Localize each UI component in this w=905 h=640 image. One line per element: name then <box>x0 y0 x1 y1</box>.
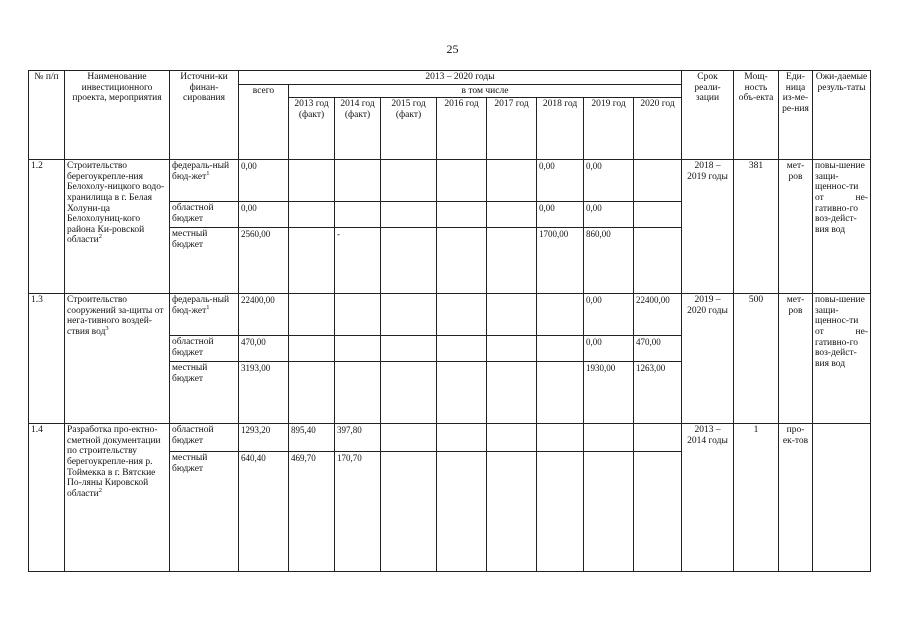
header-total: всего <box>239 84 289 160</box>
amount-2014 <box>335 160 381 202</box>
amount-2015 <box>381 336 437 362</box>
header-year-2018: 2018 год <box>537 98 584 160</box>
amount-2015 <box>381 160 437 202</box>
funding-source: федераль-ный бюд-жет$^1$ <box>170 160 239 202</box>
amount-2016 <box>437 362 487 424</box>
header-period: 2013 – 2020 годы <box>239 71 682 85</box>
amount-2019 <box>584 452 634 572</box>
funding-source: областной бюджет <box>170 424 239 452</box>
amount-2019 <box>584 424 634 452</box>
amount-2016 <box>437 336 487 362</box>
project-result: повы-шение защи-щеннос-ти от не-гативно-го воз-дейст-вия вод <box>813 294 871 424</box>
amount-total: 2560,00 <box>239 228 289 294</box>
amount-2017 <box>487 336 537 362</box>
amount-2015 <box>381 362 437 424</box>
project-name: Строительство берегоукрепле-ния Белохолу-ницкого водо-хранилища в г. Белая Холуни-ца Белохолуниц-кого района Ки-ровской области$^2$ <box>65 160 170 294</box>
amount-total: 22400,00 <box>239 294 289 336</box>
project-number: 1.4 <box>29 424 65 572</box>
header-results: Ожи-даемые резуль-таты <box>813 71 871 160</box>
header-including: в том числе <box>289 84 682 98</box>
amount-total: 1293,20 <box>239 424 289 452</box>
amount-2016 <box>437 160 487 202</box>
header-name: Наименование инвестиционного проекта, мероприятия <box>65 71 170 160</box>
header-year-2017: 2017 год <box>487 98 537 160</box>
amount-2016 <box>437 294 487 336</box>
amount-2014 <box>335 202 381 228</box>
amount-2013 <box>289 228 335 294</box>
amount-2018: 0,00 <box>537 202 584 228</box>
amount-2014 <box>335 294 381 336</box>
investment-projects-table <box>28 70 871 572</box>
amount-2015 <box>381 228 437 294</box>
amount-2017 <box>487 452 537 572</box>
project-capacity: 1 <box>734 424 779 572</box>
project-term: 2018 – 2019 годы <box>682 160 734 294</box>
project-1-4 <box>29 424 871 572</box>
project-term: 2013 – 2014 годы <box>682 424 734 572</box>
header-year-2014: 2014 год (факт) <box>335 98 381 160</box>
funding-source: местный бюджет <box>170 228 239 294</box>
amount-2013 <box>289 362 335 424</box>
amount-2016 <box>437 202 487 228</box>
amount-2019: 0,00 <box>584 294 634 336</box>
amount-2019: 0,00 <box>584 202 634 228</box>
amount-2014 <box>335 362 381 424</box>
funding-source: местный бюджет <box>170 452 239 572</box>
amount-2019: 1930,00 <box>584 362 634 424</box>
amount-2020 <box>634 452 682 572</box>
amount-2019: 860,00 <box>584 228 634 294</box>
amount-2018 <box>537 362 584 424</box>
amount-2013: 895,40 <box>289 424 335 452</box>
amount-2016 <box>437 228 487 294</box>
amount-2018 <box>537 336 584 362</box>
amount-2014: 170,70 <box>335 452 381 572</box>
page-number: 25 <box>446 42 459 56</box>
amount-2018 <box>537 424 584 452</box>
amount-total: 3193,00 <box>239 362 289 424</box>
amount-2013 <box>289 336 335 362</box>
amount-2014: 397,80 <box>335 424 381 452</box>
project-number: 1.3 <box>29 294 65 424</box>
project-capacity: 381 <box>734 160 779 294</box>
funding-source: областной бюджет <box>170 202 239 228</box>
amount-total: 470,00 <box>239 336 289 362</box>
header-no: № п/п <box>29 71 65 160</box>
header-year-2020: 2020 год <box>634 98 682 160</box>
amount-2016 <box>437 424 487 452</box>
amount-2018 <box>537 452 584 572</box>
project-1-3 <box>29 294 871 424</box>
header-unit: Еди-ница из-ме-ре-ния <box>779 71 813 160</box>
header-source: Источни-ки финан-сирования <box>170 71 239 160</box>
project-capacity: 500 <box>734 294 779 424</box>
amount-total: 640,40 <box>239 452 289 572</box>
project-unit: мет-ров <box>779 160 813 294</box>
amount-2020 <box>634 228 682 294</box>
project-term: 2019 – 2020 годы <box>682 294 734 424</box>
project-name: Разработка про-ектно-сметной документации по строительству берегоукрепле-ния р. Тоймекка в г. Вятские По-ляны Кировской области$^2$ <box>65 424 170 572</box>
project-unit: про-ек-тов <box>779 424 813 572</box>
amount-2019: 0,00 <box>584 336 634 362</box>
header-year-2019: 2019 год <box>584 98 634 160</box>
project-number: 1.2 <box>29 160 65 294</box>
amount-2020: 1263,00 <box>634 362 682 424</box>
amount-total: 0,00 <box>239 160 289 202</box>
amount-2020 <box>634 160 682 202</box>
header-term: Срок реали-зации <box>682 71 734 160</box>
amount-2015 <box>381 294 437 336</box>
amount-2017 <box>487 362 537 424</box>
amount-total: 0,00 <box>239 202 289 228</box>
project-unit: мет-ров <box>779 294 813 424</box>
amount-2018: 1700,00 <box>537 228 584 294</box>
amount-2015 <box>381 424 437 452</box>
table-header <box>29 71 871 160</box>
amount-2020 <box>634 202 682 228</box>
amount-2013: 469,70 <box>289 452 335 572</box>
amount-2015 <box>381 452 437 572</box>
amount-2013 <box>289 202 335 228</box>
amount-2017 <box>487 228 537 294</box>
amount-2014: - <box>335 228 381 294</box>
header-year-2015: 2015 год (факт) <box>381 98 437 160</box>
amount-2013 <box>289 160 335 202</box>
project-result <box>813 424 871 572</box>
project-name: Строительство сооружений за-щиты от нега-тивного воздей-ствия вод$^3$ <box>65 294 170 424</box>
amount-2020: 22400,00 <box>634 294 682 336</box>
project-result: повы-шение защи-щеннос-ти от не-гативно-го воз-дейст-вия вод <box>813 160 871 294</box>
amount-2014 <box>335 336 381 362</box>
amount-2017 <box>487 294 537 336</box>
amount-2017 <box>487 160 537 202</box>
amount-2016 <box>437 452 487 572</box>
project-1-2 <box>29 160 871 294</box>
header-capacity: Мощ-ность объ-екта <box>734 71 779 160</box>
funding-source: областной бюджет <box>170 336 239 362</box>
amount-2019: 0,00 <box>584 160 634 202</box>
amount-2017 <box>487 202 537 228</box>
funding-source: местный бюджет <box>170 362 239 424</box>
amount-2015 <box>381 202 437 228</box>
amount-2020 <box>634 424 682 452</box>
funding-source: федераль-ный бюд-жет$^1$ <box>170 294 239 336</box>
amount-2018: 0,00 <box>537 160 584 202</box>
header-year-2016: 2016 год <box>437 98 487 160</box>
amount-2017 <box>487 424 537 452</box>
amount-2018 <box>537 294 584 336</box>
header-year-2013: 2013 год (факт) <box>289 98 335 160</box>
amount-2013 <box>289 294 335 336</box>
amount-2020: 470,00 <box>634 336 682 362</box>
